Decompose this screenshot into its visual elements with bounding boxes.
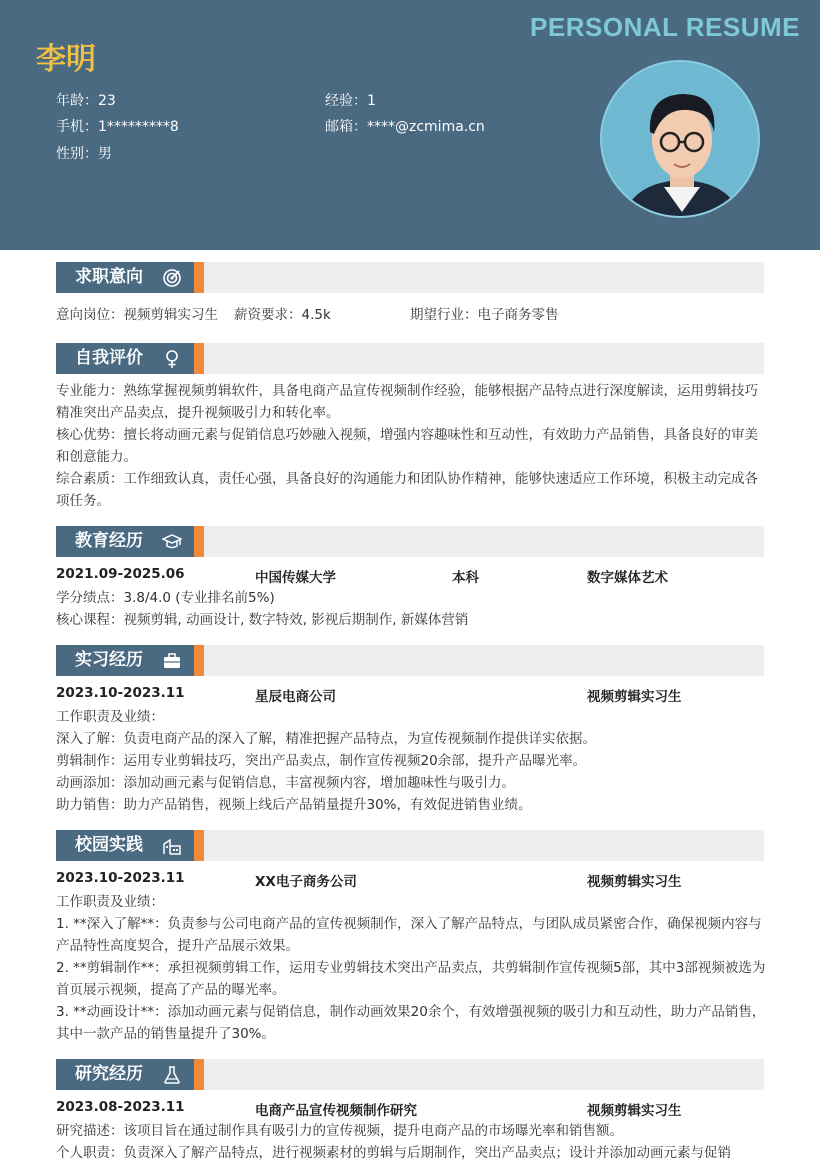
document-title: PERSONAL RESUME <box>530 12 800 42</box>
campus-item: 2. **剪辑制作**：承担视频剪辑工作，运用专业剪辑技术突出产品卖点，共剪辑制作宣传视频5部，其中3部视频被选为首页展示视频，提高了产品的曝光率。 <box>56 960 766 998</box>
self-quality: 综合素质：工作细致认真，责任心强，具备良好的沟通能力和团队协作精神，能够快速适应工作环境，积极主动完成各项任务。 <box>56 471 758 509</box>
self-advantage: 核心优势：擅长将动画元素与促销信息巧妙融入视频，增强内容趣味性和互动性，有效助力产品销售，具备良好的审美和创意能力。 <box>56 427 758 465</box>
research-desc: 研究描述：该项目旨在通过制作具有吸引力的宣传视频，提升电商产品的市场曝光率和销售额。 <box>56 1123 623 1139</box>
phone-field: 手机：1*********8 <box>56 119 179 135</box>
section-header-intent <box>56 262 764 293</box>
section-title: 求职意向 <box>56 262 194 293</box>
research-period: 2023.08-2023.11 <box>56 1099 185 1115</box>
section-header-self <box>56 343 764 374</box>
intern-role: 视频剪辑实习生 <box>587 689 682 705</box>
intent-salary: 薪资要求：4.5k <box>234 307 331 323</box>
section-accent <box>194 645 204 676</box>
campus-role: 视频剪辑实习生 <box>587 874 682 890</box>
research-role: 视频剪辑实习生 <box>587 1103 682 1119</box>
edu-period: 2021.09-2025.06 <box>56 566 185 582</box>
intern-period: 2023.10-2023.11 <box>56 685 185 701</box>
intern-line: 工作职责及业绩： <box>56 709 164 725</box>
section-title: 研究经历 <box>56 1059 194 1090</box>
section-title: 自我评价 <box>56 343 194 374</box>
intern-line: 动画添加：添加动画元素与促销信息，丰富视频内容，增加趣味性与吸引力。 <box>56 775 515 791</box>
campus-item: 3. **动画设计**：添加动画元素与促销信息，制作动画效果20余个，有效增强视频的吸引力和互动性，助力产品销售，其中一款产品的销售量提升了30%。 <box>56 1004 766 1042</box>
section-accent <box>194 830 204 861</box>
intern-line: 深入了解：负责电商产品的深入了解，精准把握产品特点，为宣传视频制作提供详实依据。 <box>56 731 596 747</box>
graduation-cap-icon <box>162 532 182 552</box>
edu-school: 中国传媒大学 <box>255 570 336 586</box>
campus-heading: 工作职责及业绩： <box>56 894 164 910</box>
section-title: 校园实践 <box>56 830 194 861</box>
email-field: 邮箱：****@zcmima.cn <box>325 119 485 135</box>
section-title: 教育经历 <box>56 526 194 557</box>
intent-industry: 期望行业：电子商务零售 <box>410 307 559 323</box>
edu-courses: 核心课程：视频剪辑, 动画设计, 数字特效, 影视后期制作, 新媒体营销 <box>56 612 469 628</box>
section-accent <box>194 526 204 557</box>
intern-company: 星辰电商公司 <box>255 689 336 705</box>
section-accent <box>194 343 204 374</box>
target-icon <box>162 268 182 288</box>
campus-period: 2023.10-2023.11 <box>56 870 185 886</box>
campus-company: XX电子商务公司 <box>255 874 357 890</box>
experience-field: 经验：1 <box>325 93 376 109</box>
age-field: 年龄：23 <box>56 93 116 109</box>
section-header-campus <box>56 830 764 861</box>
profile-photo <box>600 60 760 218</box>
section-header-education <box>56 526 764 557</box>
briefcase-icon <box>162 651 182 671</box>
resume-header <box>0 0 820 250</box>
intent-position: 意向岗位：视频剪辑实习生 <box>56 307 218 323</box>
building-icon <box>162 836 182 856</box>
campus-item: 1. **深入了解**：负责参与公司电商产品的宣传视频制作，深入了解产品特点，与团队成员紧密合作，确保视频内容与产品特性高度契合，提升产品展示效果。 <box>56 916 762 954</box>
section-title: 实习经历 <box>56 645 194 676</box>
section-header-research <box>56 1059 764 1090</box>
gender-icon <box>162 349 182 369</box>
research-project: 电商产品宣传视频制作研究 <box>255 1103 417 1119</box>
edu-gpa: 学分绩点：3.8/4.0 (专业排名前5%) <box>56 590 275 606</box>
research-duty: 个人职责：负责深入了解产品特点，进行视频素材的剪辑与后期制作，突出产品卖点；设计并添加动画元素与促销 <box>56 1145 731 1160</box>
edu-major: 数字媒体艺术 <box>587 570 668 586</box>
self-ability: 专业能力：熟练掌握视频剪辑软件，具备电商产品宣传视频制作经验，能够根据产品特点进行深度解读，运用剪辑技巧精准突出产品卖点，提升视频吸引力和转化率。 <box>56 383 758 421</box>
intern-line: 助力销售：助力产品销售，视频上线后产品销量提升30%，有效促进销售业绩。 <box>56 797 532 813</box>
gender-field: 性别：男 <box>56 146 112 162</box>
section-accent <box>194 262 204 293</box>
intern-line: 剪辑制作：运用专业剪辑技巧，突出产品卖点，制作宣传视频20余部，提升产品曝光率。 <box>56 753 587 769</box>
flask-icon <box>162 1065 182 1085</box>
edu-degree: 本科 <box>452 570 479 586</box>
candidate-name: 李明 <box>36 42 96 77</box>
section-header-internship <box>56 645 764 676</box>
section-accent <box>194 1059 204 1090</box>
